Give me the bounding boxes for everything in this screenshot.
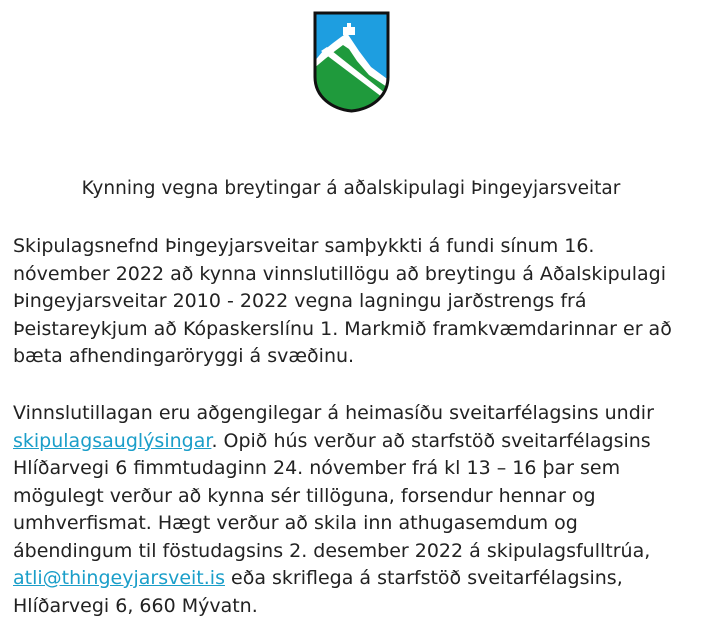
article-paragraph-2 [13,400,693,620]
skipulagsauglysingar-link[interactable]: skipulagsauglýsingar [13,429,212,452]
article-title: Kynning vegna breytingar á aðalskipulagi Þingeyjarsveitar [81,178,621,199]
paragraph-2-text-before-link: Vinnslutillagan eru aðgengilegar á heimasíðu sveitarfélagsins undir [13,402,654,424]
paragraph-2-text-middle: . Opið hús verður að starfstöð sveitarfélagsins Hlíðarvegi 6 fimmtudaginn 24. nóvember frá kl 13 – 16 þar sem mögulegt verður að kynna sér tillöguna, forsendur hennar og umhverfismat. Hægt verður að skila inn athugasemdum og ábendingum til föstudagsins 2. desember 2022 á skipulagsfulltrúa, [13,429,651,562]
email-link[interactable]: atli@thingeyjarsveit.is [13,567,225,589]
thingeyjarsveit-crest-icon [313,11,390,113]
paragraph-2-text-after-link: eða skriflega á starfstöð sveitarfélagsins, Hlíðarvegi 6, 660 Mývatn. [13,567,623,617]
article-paragraph-1: Skipulagsnefnd Þingeyjarsveitar samþykkti á fundi sínum 16. nóvember 2022 að kynna vinnslutillögu að breytingu á Aðalskipulagi Þingeyjarsveitar 2010 - 2022 vegna lagningu jarðstrengs frá Þeistareykjum að Kópaskerslínu 1. Markmið framkvæmdarinnar er að bæta afhendingaröryggi á svæðinu. [13,235,672,367]
